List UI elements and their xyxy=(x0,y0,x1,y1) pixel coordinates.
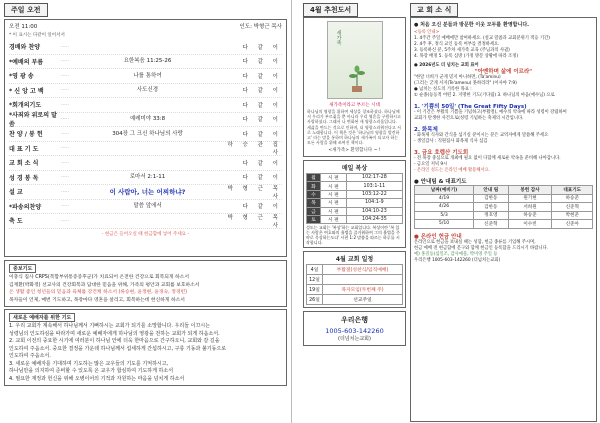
schedule-row xyxy=(307,275,403,285)
usher-row xyxy=(415,203,593,212)
bible-cell: 시 편 xyxy=(321,199,347,207)
notice-line: 4. 목장 배정 5. 등록 심방 (가정 방문 상황에 따라 조정) xyxy=(414,54,519,59)
notice-line: 2. 4주 후, 정식 교인 등록 여부를 결정하세요. xyxy=(414,42,500,47)
usher-table xyxy=(414,185,593,229)
left-page xyxy=(0,0,292,423)
schedule-table xyxy=(306,264,403,305)
new-worshipper-prayer xyxy=(4,309,287,386)
worship-row-content: 나를 통하여 xyxy=(133,72,162,79)
usher-row xyxy=(415,211,593,220)
worship-row-dots: ····· xyxy=(61,116,69,123)
request-line: 성령님의 인도하심을 따라가며 새로운 예배자에게 하나님의 영광을 전하는 교회가 되게 하옵소서. xyxy=(9,330,220,337)
prayer-news-line: 이충식 집사 CRPS(복합부위통증증후군)가 치료되어 온전한 건강으로 회복되게 하소서 xyxy=(9,275,189,280)
bible-row xyxy=(307,190,403,198)
new-worshipper-title: 새로운 예배자를 위한 기도 xyxy=(9,313,75,322)
worship-row-leader: 다 같 이 xyxy=(242,175,282,182)
worship-row-dots: ····· xyxy=(61,87,69,94)
theme-motto: "아멘하며 삶에 이르라" xyxy=(474,69,533,75)
book-label: 4월 추천도서 xyxy=(303,3,358,17)
bible-cell: 시 편 xyxy=(321,207,347,215)
bible-row xyxy=(307,174,403,182)
worship-row-label: 축 도 xyxy=(9,218,23,226)
worship-row-dots: ····· xyxy=(61,130,69,137)
bible-row xyxy=(307,199,403,207)
online-offering-line: 예) 홍길동(십일조, 감사예물, 박미영 주일 등 xyxy=(414,251,498,257)
worship-row-content: 예레미야 33:8 xyxy=(129,116,166,123)
usher-cell: 4/19 xyxy=(415,194,474,203)
bible-cell: 시 편 xyxy=(321,174,347,182)
friday-prayer-line: - 전 목장 중심으로 개최에 필요 없이 다함께 새로운 약속을 준비해 나아갑니다. xyxy=(414,156,561,161)
worship-row-content: 요한복음 11:25-26 xyxy=(123,58,172,65)
book-caption: 새가족이라고 부르는 시대 xyxy=(329,103,380,108)
offering-account xyxy=(303,311,406,346)
request-line: 하나님만을 의지하여 준비할 수 있도록 온 교우가 합심하여 기도하게 하소서 xyxy=(9,368,174,374)
request-line: 4. 필요한 재정과 헌신을 위해 오병이어의 기적과 자원하는 마음을 넘치게 하소서 xyxy=(9,375,185,382)
daily-bible-title: 매일 복상 xyxy=(341,165,368,172)
usher-list-title: ● 안내팀 & 대표기도 xyxy=(414,179,467,185)
schedule-date: 26일 xyxy=(307,295,323,305)
bible-cell: 시 편 xyxy=(321,182,347,190)
bible-cell: 104:1-9 xyxy=(346,199,402,207)
bank-name: 우리은행 xyxy=(340,316,369,325)
book-recommendation xyxy=(303,17,406,157)
usher-cell: 4/26 xyxy=(415,203,474,212)
worship-row xyxy=(9,214,282,229)
worship-row-dots: ····· xyxy=(61,217,69,224)
online-offering-title: ● 온라인 헌금 안내 xyxy=(414,233,462,240)
request-line: 인도하여 주옵소서. 중요한 결정을 가운데 하나님께서 섭세하게 간섭하시고, 구릉 기동과 불기동으로 xyxy=(9,345,227,352)
bible-cell: 목 xyxy=(307,199,321,207)
bible-cell: 시 편 xyxy=(321,190,347,198)
schedule-event: 선교주일 xyxy=(323,295,403,305)
usher-cell: 김한동 xyxy=(474,203,508,212)
bible-cell: 금 xyxy=(307,207,321,215)
fellowship-line: - 생일감사 : 직원집사 화목제 식사 섬김 xyxy=(414,139,488,144)
bible-row xyxy=(307,215,403,223)
worship-row-dots: ····· xyxy=(61,145,69,152)
request-line: 2. 교회 이전의 중요한 시기에 여러분이 하나님 안에 더욱 한마음으로 간구하오니, 교회와 갈 길을 xyxy=(9,338,220,344)
worship-row-dots: ····· xyxy=(61,174,69,181)
usher-cell: 5/3 xyxy=(415,211,474,220)
prayer-news-line: 목자들이 언제, 매번 기도하고, 목장마다 영혼을 살리고, 회복하는데 헌신하게 하소서 xyxy=(9,297,185,303)
worship-row-label: * 신 앙 고 백 xyxy=(9,87,44,95)
worship-row-dots: ····· xyxy=(61,203,69,210)
prayer-news-line: 김재환(박화정) 선교사의 건강회복과 담대한 믿음을 위해, 가족의 평안과 교회를 보호하소서 xyxy=(9,282,200,288)
worship-header xyxy=(9,22,282,30)
bible-cell: 월 xyxy=(307,174,321,182)
daily-bible xyxy=(303,160,406,248)
bible-row xyxy=(307,182,403,190)
worship-row xyxy=(9,84,282,99)
church-schedule xyxy=(303,251,406,308)
usher-cell: 5/10 xyxy=(415,220,474,229)
schedule-date: 19일 xyxy=(307,285,323,295)
worship-row-leader: 다 같 이 xyxy=(242,160,282,167)
usher-cell: 박현준 xyxy=(552,211,593,220)
fifty-days-line: 교회가 탄생한 사건으로(성령 기념하는 축제의 시간입니다. xyxy=(414,116,524,121)
friday-prayer-line: - 온라인 성도는 온라인 예배 활용해서요. xyxy=(414,168,491,173)
worship-row-leader: 박 형 근 목 사 xyxy=(227,214,282,229)
worship-row-content: 이 사람아, 너는 어찌하냐? xyxy=(109,187,186,196)
worship-row-dots: ····· xyxy=(61,188,69,195)
right-page xyxy=(300,0,600,423)
usher-header-cell: 날짜(예비기) xyxy=(415,186,474,195)
bible-cell: 토 xyxy=(307,215,321,223)
usher-cell: 서희원 xyxy=(508,203,552,212)
notice-line: <등록 안내> xyxy=(414,30,440,35)
worship-row-label: 설 교 xyxy=(9,189,23,197)
worship-row-leader: 다 같 이 xyxy=(242,44,282,51)
worship-row xyxy=(9,40,282,55)
theme-label: ● 2026년도 더 넘치는 교회 표어 xyxy=(414,63,479,68)
worship-order xyxy=(4,19,287,257)
schedule-row xyxy=(307,295,403,305)
worship-row-content: 사도신경 xyxy=(136,87,159,94)
worship-row-leader: 다 같 이 xyxy=(242,204,282,211)
notice-line: 1. 4주간 주일 예배에만 참여하세요. (설교 말씀과 교회분위기 적응 기간) xyxy=(414,36,550,41)
notice-line: 3. 등록하신 분, 5주차 새가족 교육 (주님과의 사귐) xyxy=(414,48,510,53)
fellowship-line: - 화목제 식사와 간식을 섬기실 분이시는 분은 교역자에게 말씀해 주세요 xyxy=(414,133,549,138)
bible-cell: 103:1-11 xyxy=(346,182,402,190)
worship-time: 오전 11:00 xyxy=(9,24,38,30)
worship-row-label: 대 표 기 도 xyxy=(9,145,39,153)
worship-row-label: 경배와 찬양 xyxy=(9,44,41,52)
usher-cell: 신준혁 xyxy=(552,203,593,212)
worship-row-leader: 다 같 이 xyxy=(242,117,282,124)
worship-row-label: 교 회 소 식 xyxy=(9,160,39,168)
account-holder: (더넘치는교회) xyxy=(338,336,371,343)
bible-cell: 수 xyxy=(307,190,321,198)
schedule-row xyxy=(307,285,403,295)
worship-row-leader: 박 형 근 목 사 xyxy=(227,185,282,200)
worship-row-content: 로마서 2:1-11 xyxy=(129,174,166,181)
notice-title: 교 회 소 식 xyxy=(410,3,458,17)
bible-cell: 104:24-35 xyxy=(346,215,402,223)
friday-prayer-line: - 금요일 저녁 9시 xyxy=(414,162,448,167)
worship-row xyxy=(9,142,282,157)
usher-cell: 이수빈 xyxy=(508,220,552,229)
worship-title: 주일 오전 xyxy=(4,3,48,17)
theme-line: (그러는 굳게 서지(Te'amenu) 못하리라" (이사야 7:9) xyxy=(414,81,517,86)
bible-cell: 시 편 xyxy=(321,215,347,223)
bible-cell: 104:10-23 xyxy=(346,207,402,215)
worship-row-label: *사죄와 위로의 말씀 xyxy=(9,112,57,129)
schedule-date: 4일 xyxy=(307,265,323,275)
usher-cell: 정호영 xyxy=(474,211,508,220)
bible-cell: 103:12-22 xyxy=(346,190,402,198)
book-welcome: <새가족> 환영합니다 ~ ! xyxy=(328,148,381,154)
worship-row-leader: 하 승 관 집 사 xyxy=(227,142,282,157)
usher-row xyxy=(415,220,593,229)
worship-row-label: *파송의찬양 xyxy=(9,203,42,211)
worship-row-content: 말씀 앞에서 xyxy=(133,203,162,210)
worship-row-leader: 다 같 이 xyxy=(242,59,282,66)
schedule-event xyxy=(323,275,403,285)
account-number: 1005-603-142260 xyxy=(325,327,384,336)
online-offering-line: 우리은행 1005-603-142260 (더넘치는교회) xyxy=(414,257,501,263)
prayer-news-title: 중보기도 xyxy=(9,264,36,273)
worship-row-leader: 다 같 이 xyxy=(242,88,282,95)
worship-row-dots: ····· xyxy=(61,72,69,79)
worship-row-content: 304장 그 크신 하나님의 사랑 xyxy=(112,130,183,137)
worship-row xyxy=(9,185,282,200)
worship-row-label: *회개의기도 xyxy=(9,102,42,110)
worship-row xyxy=(9,156,282,171)
worship-row-dots: ····· xyxy=(61,58,69,65)
usher-cell: 신준혁 xyxy=(474,220,508,229)
request-line: 3. 새로운 예배자를 기대하며 기도하는 많은 교우들의 기도를 기억하시고, xyxy=(9,360,169,367)
goal-line: ● 넘치는 성도의 거룩한 목표 : xyxy=(414,87,472,92)
fifty-days-title: 1. '기쁨의 50일' (The Great Fifty Days) xyxy=(414,104,527,110)
right-left-column xyxy=(303,3,406,422)
daily-bible-note: 성도는 교회는 '복상'하는 교회입니다. 복상이란 '복 있는 사람은 여호와의 율법을 즐거워하여 그의 율법을 주야로 묵상하는도다' 시편 1:2 말씀을 따르는 하루를 시작합니다. xyxy=(306,225,400,246)
schedule-event: 부활절(성찬식/임직예배) xyxy=(323,265,403,275)
daily-bible-table xyxy=(306,173,403,224)
worship-row xyxy=(9,69,282,84)
worship-row-leader: 다 같 이 xyxy=(242,102,282,109)
friday-prayer-title: 3. 금요 호렙산 기도회 xyxy=(414,150,469,156)
bible-cell: 102:17-28 xyxy=(346,174,402,182)
worship-row xyxy=(9,55,282,70)
welcome-heading: ● 처음 오신 분들과 방문한 이웃 모두를 환영합니다. xyxy=(414,22,530,28)
prayer-news xyxy=(4,260,287,307)
online-offering-line: 온라인으로 헌금을 보내실 때는 성함, 헌금 종류를 기입해 주시며, xyxy=(414,239,536,245)
book-cover-image xyxy=(327,21,383,99)
schedule-title: 4월 교회 일정 xyxy=(335,256,374,264)
usher-cell: 신준아 xyxy=(552,220,593,229)
worship-row-dots: ····· xyxy=(61,101,69,108)
usher-cell: 김한동 xyxy=(474,194,508,203)
usher-header-row xyxy=(415,186,593,195)
worship-row-label: 성 경 봉 독 xyxy=(9,174,39,182)
online-offering-line: 헌금 예배 전 현금함에 문구와 함께 헌금인 등록함을 드리시기 바랍니다. xyxy=(414,245,549,251)
fifty-days-line: - 이 기간은 부활의 기쁨을 기념하고(부활절), 예수의 약속에 따라 성령이 강림하여 xyxy=(414,110,567,115)
schedule-event: 목자모임(두번째 주) xyxy=(323,285,403,295)
prayer-news-line: 온 생활 좋인 청년들의 믿음과 육체를 강건케 하소서 (류승현, 윤정현, 윤경숙, 정경빈) xyxy=(9,290,188,295)
church-news xyxy=(410,17,597,422)
request-line: 1. 우리 교회가 계속해서 하나님께서 기뻐하시는 교회가 되기를 소망합니다. 우리들 이끄시는 xyxy=(9,323,210,329)
worship-row-dots: ····· xyxy=(61,159,69,166)
plant-icon xyxy=(346,64,368,92)
schedule-date: 12일 xyxy=(307,275,323,285)
worship-row-label: 찬 양 / 봉 헌 xyxy=(9,131,43,139)
worship-row-leader: 다 같 이 xyxy=(242,73,282,80)
usher-header-cell: 안내 팀 xyxy=(474,186,508,195)
worship-note: * 이 표시는 다같이 일어서서 xyxy=(9,33,65,38)
usher-row xyxy=(415,194,593,203)
request-line: 인도하여 주옵소서. xyxy=(9,353,51,359)
schedule-row xyxy=(307,265,403,275)
book-cover-title: 새가족 xyxy=(335,30,342,45)
worship-rows xyxy=(9,40,282,229)
worship-row-label: *예배의 부름 xyxy=(9,58,44,66)
usher-cell: 하승준 xyxy=(552,194,593,203)
worship-row xyxy=(9,113,282,128)
worship-row-dots: ····· xyxy=(61,43,69,50)
worship-row-label: *영 광 송 xyxy=(9,73,34,81)
book-description: 하나님의 영광을 위하여 세상을 창조하셨다. 하나님께서 우리가 부르짖을 뿐 아니라 우리 영혼을 구원하시고 사랑하셨다. 그래서 나 변화된 새 영광스러움입니다. 새삶을 변드는 것으로 인하며, 더 영광스러워진다고 서로 노래합니다. 이 책은 것은 '하나님의 영광을 발견하고' 라는 말을 통하며 하나님의 새가족이 되고자 하는 모든 사람을 위해 쓰여진 책이다. xyxy=(307,109,401,146)
worship-footer: - 헌금은 들어오실 때 헌금함에 넣어 주세요 - xyxy=(101,231,190,237)
worship-leader: 인도: 박형근 목사 xyxy=(239,24,282,30)
usher-header-cell: 봉헌 감사 xyxy=(508,186,552,195)
right-right-column xyxy=(410,3,597,422)
worship-row-leader: 다 같 이 xyxy=(242,131,282,138)
usher-cell: 하승준 xyxy=(508,211,552,220)
usher-cell: 원기현 xyxy=(508,194,552,203)
fellowship-title: 2. 화목제 xyxy=(414,127,438,133)
bible-cell: 화 xyxy=(307,182,321,190)
bible-row xyxy=(307,207,403,215)
goal-line: ① 순종(등동적 어떤 2. 지명한 기도(기다림) 3. 하나님의 마음(예수님) 으로 xyxy=(414,93,555,98)
theme-line: "한달 너희가 군게 믿지 아니하면, (Ta'aminu) xyxy=(414,75,501,80)
usher-header-cell: 대표기도 xyxy=(552,186,593,195)
